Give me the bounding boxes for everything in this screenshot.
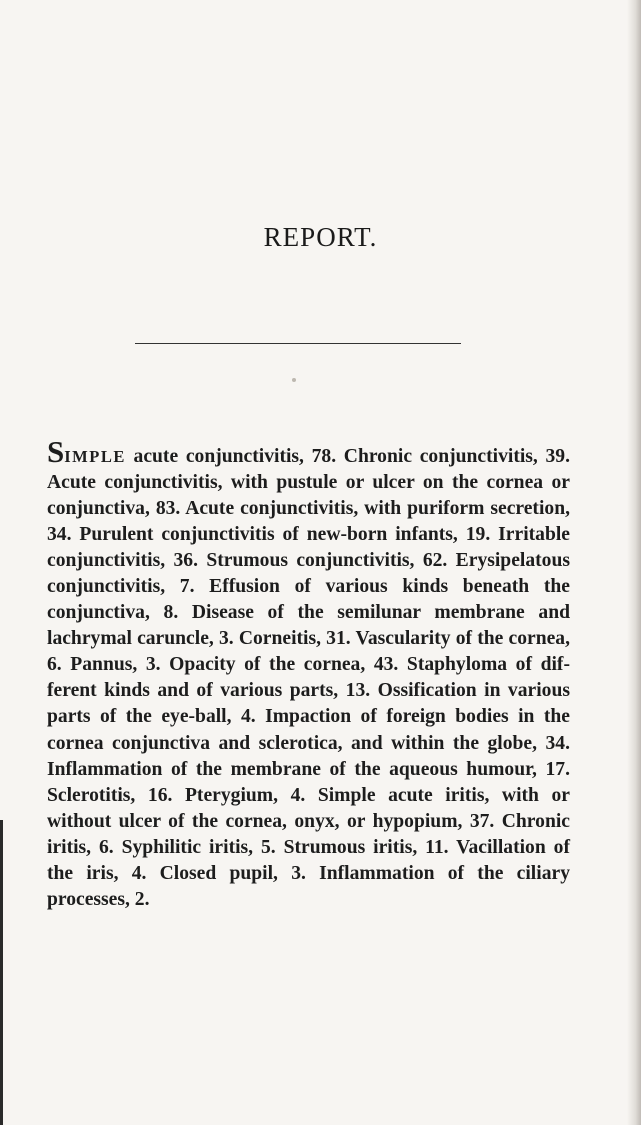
paragraph-text: acute conjunctivitis, 78. Chronic conjunctivitis, 39. Acute conjunctivitis, with pustule or ulcer on the cornea or conjunctiva, 83. Acute conjunctivitis, with puriform secretion, 34. Purulent conjunctivitis of new-born infants, 19. Irritable conjunctivitis, 36. Strumous conjunctivitis, 62. Erysipelatous conjunctivitis, 7. Effusion of various kinds beneath the conjunctiva, 8. Disease of the semilunar membrane and lachrymal caruncle, 3. Corneitis, 31. Vascularity of the cornea, 6. Pannus, 3. Opacity of the cornea, 43. Staphyloma of different kinds and of various parts, 13. Ossification in various parts of the eye-ball, 4. Impaction of foreign bodies in the cornea conjunctiva and sclerotica, and within the globe, 34. Inflammation of the membrane of the aqueous humour, 17. Sclerotitis, 16. Pterygium, 4. Simple acute iritis, with or without ulcer of the cornea, onyx, or hypopium, 37. Chronic iritis, 6. Syphilitic iritis, 5. Strumous iritis, 11. Vacillation of the iris, 4. Closed pupil, 3. Inflammation of the ciliary processes, 2. <box>47 446 570 910</box>
paper-speck <box>292 378 296 382</box>
page-title: REPORT. <box>263 222 378 252</box>
report-paragraph <box>47 434 570 913</box>
opening-word: IMPLE <box>64 447 126 466</box>
title-rule <box>135 343 461 344</box>
page-spine-shadow <box>627 0 641 1125</box>
drop-initial: S <box>47 434 65 469</box>
page-left-edge <box>0 820 3 1125</box>
